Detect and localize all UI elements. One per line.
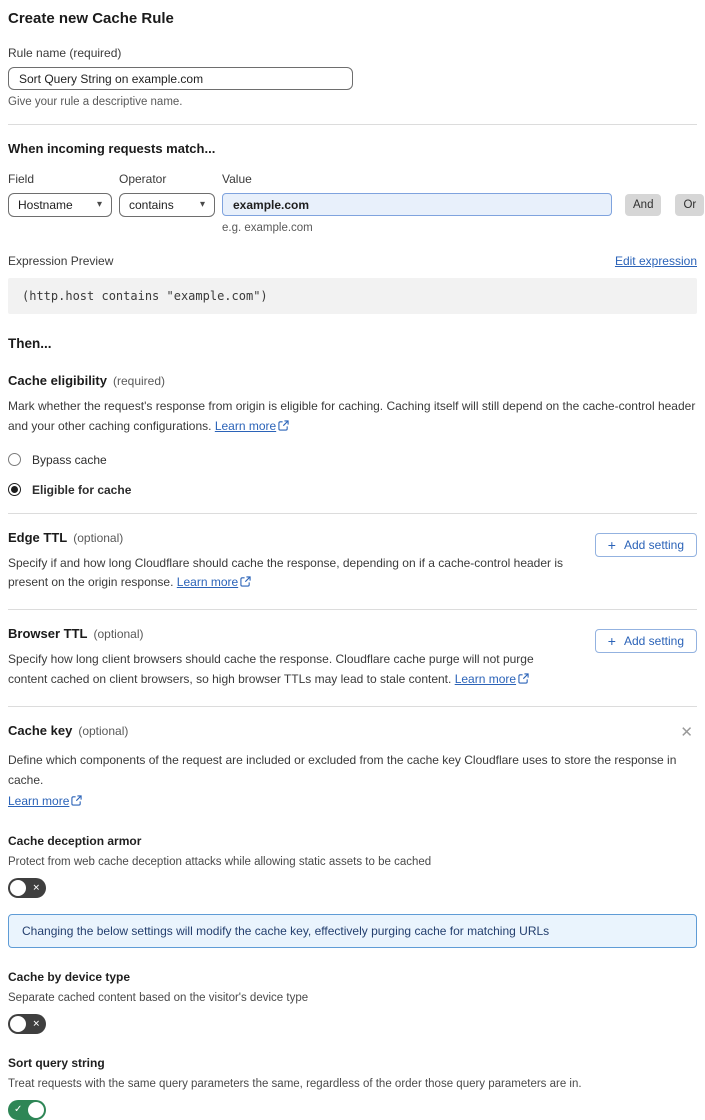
- external-link-icon: [278, 420, 289, 431]
- rule-name-input[interactable]: [8, 67, 353, 90]
- and-button[interactable]: And: [625, 194, 661, 216]
- cache-key-warning-banner: Changing the below settings will modify the cache key, effectively purging cache for matching URLs: [8, 914, 697, 948]
- value-label: Value: [222, 172, 252, 186]
- divider: [8, 513, 697, 514]
- toggle-knob: [28, 1102, 44, 1118]
- cache-deception-armor-title: Cache deception armor: [8, 834, 142, 849]
- browser-ttl-add-setting-button[interactable]: [595, 629, 697, 653]
- radio-label: Bypass cache: [32, 452, 107, 467]
- cache-eligibility-description: Mark whether the request's response from origin is eligible for caching. Caching itself will still depend on the cache-control header and your other caching configurations.: [8, 399, 696, 433]
- edge-ttl-add-setting-button[interactable]: [595, 533, 697, 557]
- external-link-icon: [71, 795, 82, 806]
- sort-query-string-toggle[interactable]: [8, 1100, 46, 1120]
- divider: [8, 706, 697, 707]
- rule-name-helper: Give your rule a descriptive name.: [8, 96, 183, 108]
- rule-name-label: Rule name (required): [8, 46, 122, 60]
- divider: [8, 124, 697, 125]
- field-label: Field: [8, 172, 35, 186]
- required-badge: (required): [112, 374, 166, 388]
- page-title: Create new Cache Rule: [8, 10, 174, 27]
- edge-ttl-section: [8, 530, 697, 594]
- cache-by-device-type-setting: [8, 970, 697, 1034]
- toggle-knob: [10, 880, 26, 896]
- toggle-knob: [10, 1016, 26, 1032]
- browser-ttl-section: [8, 626, 697, 690]
- cache-key-description: Define which components of the request are included or excluded from the cache key Cloudflare uses to store the response in cache.: [8, 752, 677, 787]
- cache-key-section: [8, 723, 697, 1120]
- add-setting-label: Add setting: [623, 537, 684, 552]
- chevron-down-icon: ▾: [96, 199, 102, 210]
- browser-ttl-title: Browser TTL: [8, 626, 88, 642]
- edit-expression-link[interactable]: Edit expression: [614, 254, 697, 268]
- edge-ttl-description: Specify if and how long Cloudflare should cache the response, depending on if a cache-control header is present on the origin response.: [8, 555, 564, 590]
- learn-more-link[interactable]: Learn more: [176, 575, 239, 590]
- expression-preview-label: Expression Preview: [8, 254, 114, 268]
- add-setting-label: Add setting: [623, 634, 684, 649]
- then-heading: Then...: [8, 336, 52, 351]
- divider: [8, 609, 697, 610]
- radio-button-icon: [8, 453, 21, 466]
- optional-badge: (optional): [93, 627, 144, 642]
- sort-query-string-setting: [8, 1056, 697, 1120]
- or-button[interactable]: Or: [675, 194, 704, 216]
- cross-icon: ✕: [32, 1018, 40, 1029]
- value-input[interactable]: [222, 193, 612, 216]
- expression-preview-box: (http.host contains "example.com"): [8, 278, 697, 314]
- plus-icon: +: [607, 536, 616, 553]
- cache-eligibility-title: Cache eligibility: [8, 373, 107, 388]
- external-link-icon: [518, 673, 529, 684]
- operator-select-value: contains: [129, 198, 174, 212]
- radio-option-bypass-cache[interactable]: [8, 453, 697, 467]
- cache-deception-armor-setting: [8, 834, 697, 898]
- cache-deception-armor-description: Protect from web cache deception attacks while allowing static assets to be cached: [8, 856, 432, 869]
- operator-select[interactable]: [119, 193, 215, 217]
- cache-key-title: Cache key: [8, 722, 73, 738]
- browser-ttl-description: Specify how long client browsers should cache the response. Cloudflare cache purge will not purge content cached on client browsers, so high browser TTLs may lead to stale content.: [8, 652, 534, 686]
- radio-option-eligible-for-cache[interactable]: [8, 483, 697, 497]
- match-heading: When incoming requests match...: [8, 141, 216, 156]
- cache-deception-armor-toggle[interactable]: [8, 878, 46, 898]
- learn-more-link[interactable]: Learn more: [8, 794, 70, 809]
- match-condition-row: [8, 172, 697, 234]
- rule-name-section: [8, 46, 697, 108]
- sort-query-string-description: Treat requests with the same query parameters the same, regardless of the order those query parameters are in.: [8, 1078, 582, 1091]
- operator-label: Operator: [119, 172, 167, 186]
- optional-badge: (optional): [78, 723, 129, 738]
- cross-icon: ✕: [32, 882, 40, 893]
- value-helper: e.g. example.com: [222, 222, 313, 234]
- field-select-value: Hostname: [18, 198, 73, 212]
- edge-ttl-title: Edge TTL: [8, 529, 68, 545]
- cache-by-device-type-description: Separate cached content based on the visitor's device type: [8, 992, 309, 1005]
- radio-label: Eligible for cache: [32, 482, 132, 497]
- radio-button-selected-icon: [8, 483, 21, 496]
- cache-eligibility-section: [8, 373, 697, 497]
- learn-more-link[interactable]: Learn more: [454, 671, 517, 686]
- check-icon: ✓: [14, 1104, 23, 1116]
- plus-icon: +: [607, 633, 616, 650]
- cache-by-device-type-title: Cache by device type: [8, 970, 131, 985]
- cache-by-device-type-toggle[interactable]: [8, 1014, 46, 1034]
- external-link-icon: [240, 576, 251, 587]
- sort-query-string-title: Sort query string: [8, 1056, 105, 1071]
- field-select[interactable]: [8, 193, 112, 217]
- learn-more-link[interactable]: Learn more: [214, 418, 277, 433]
- optional-badge: (optional): [73, 530, 124, 545]
- close-icon[interactable]: ✕: [676, 723, 697, 742]
- chevron-down-icon: ▾: [199, 199, 205, 210]
